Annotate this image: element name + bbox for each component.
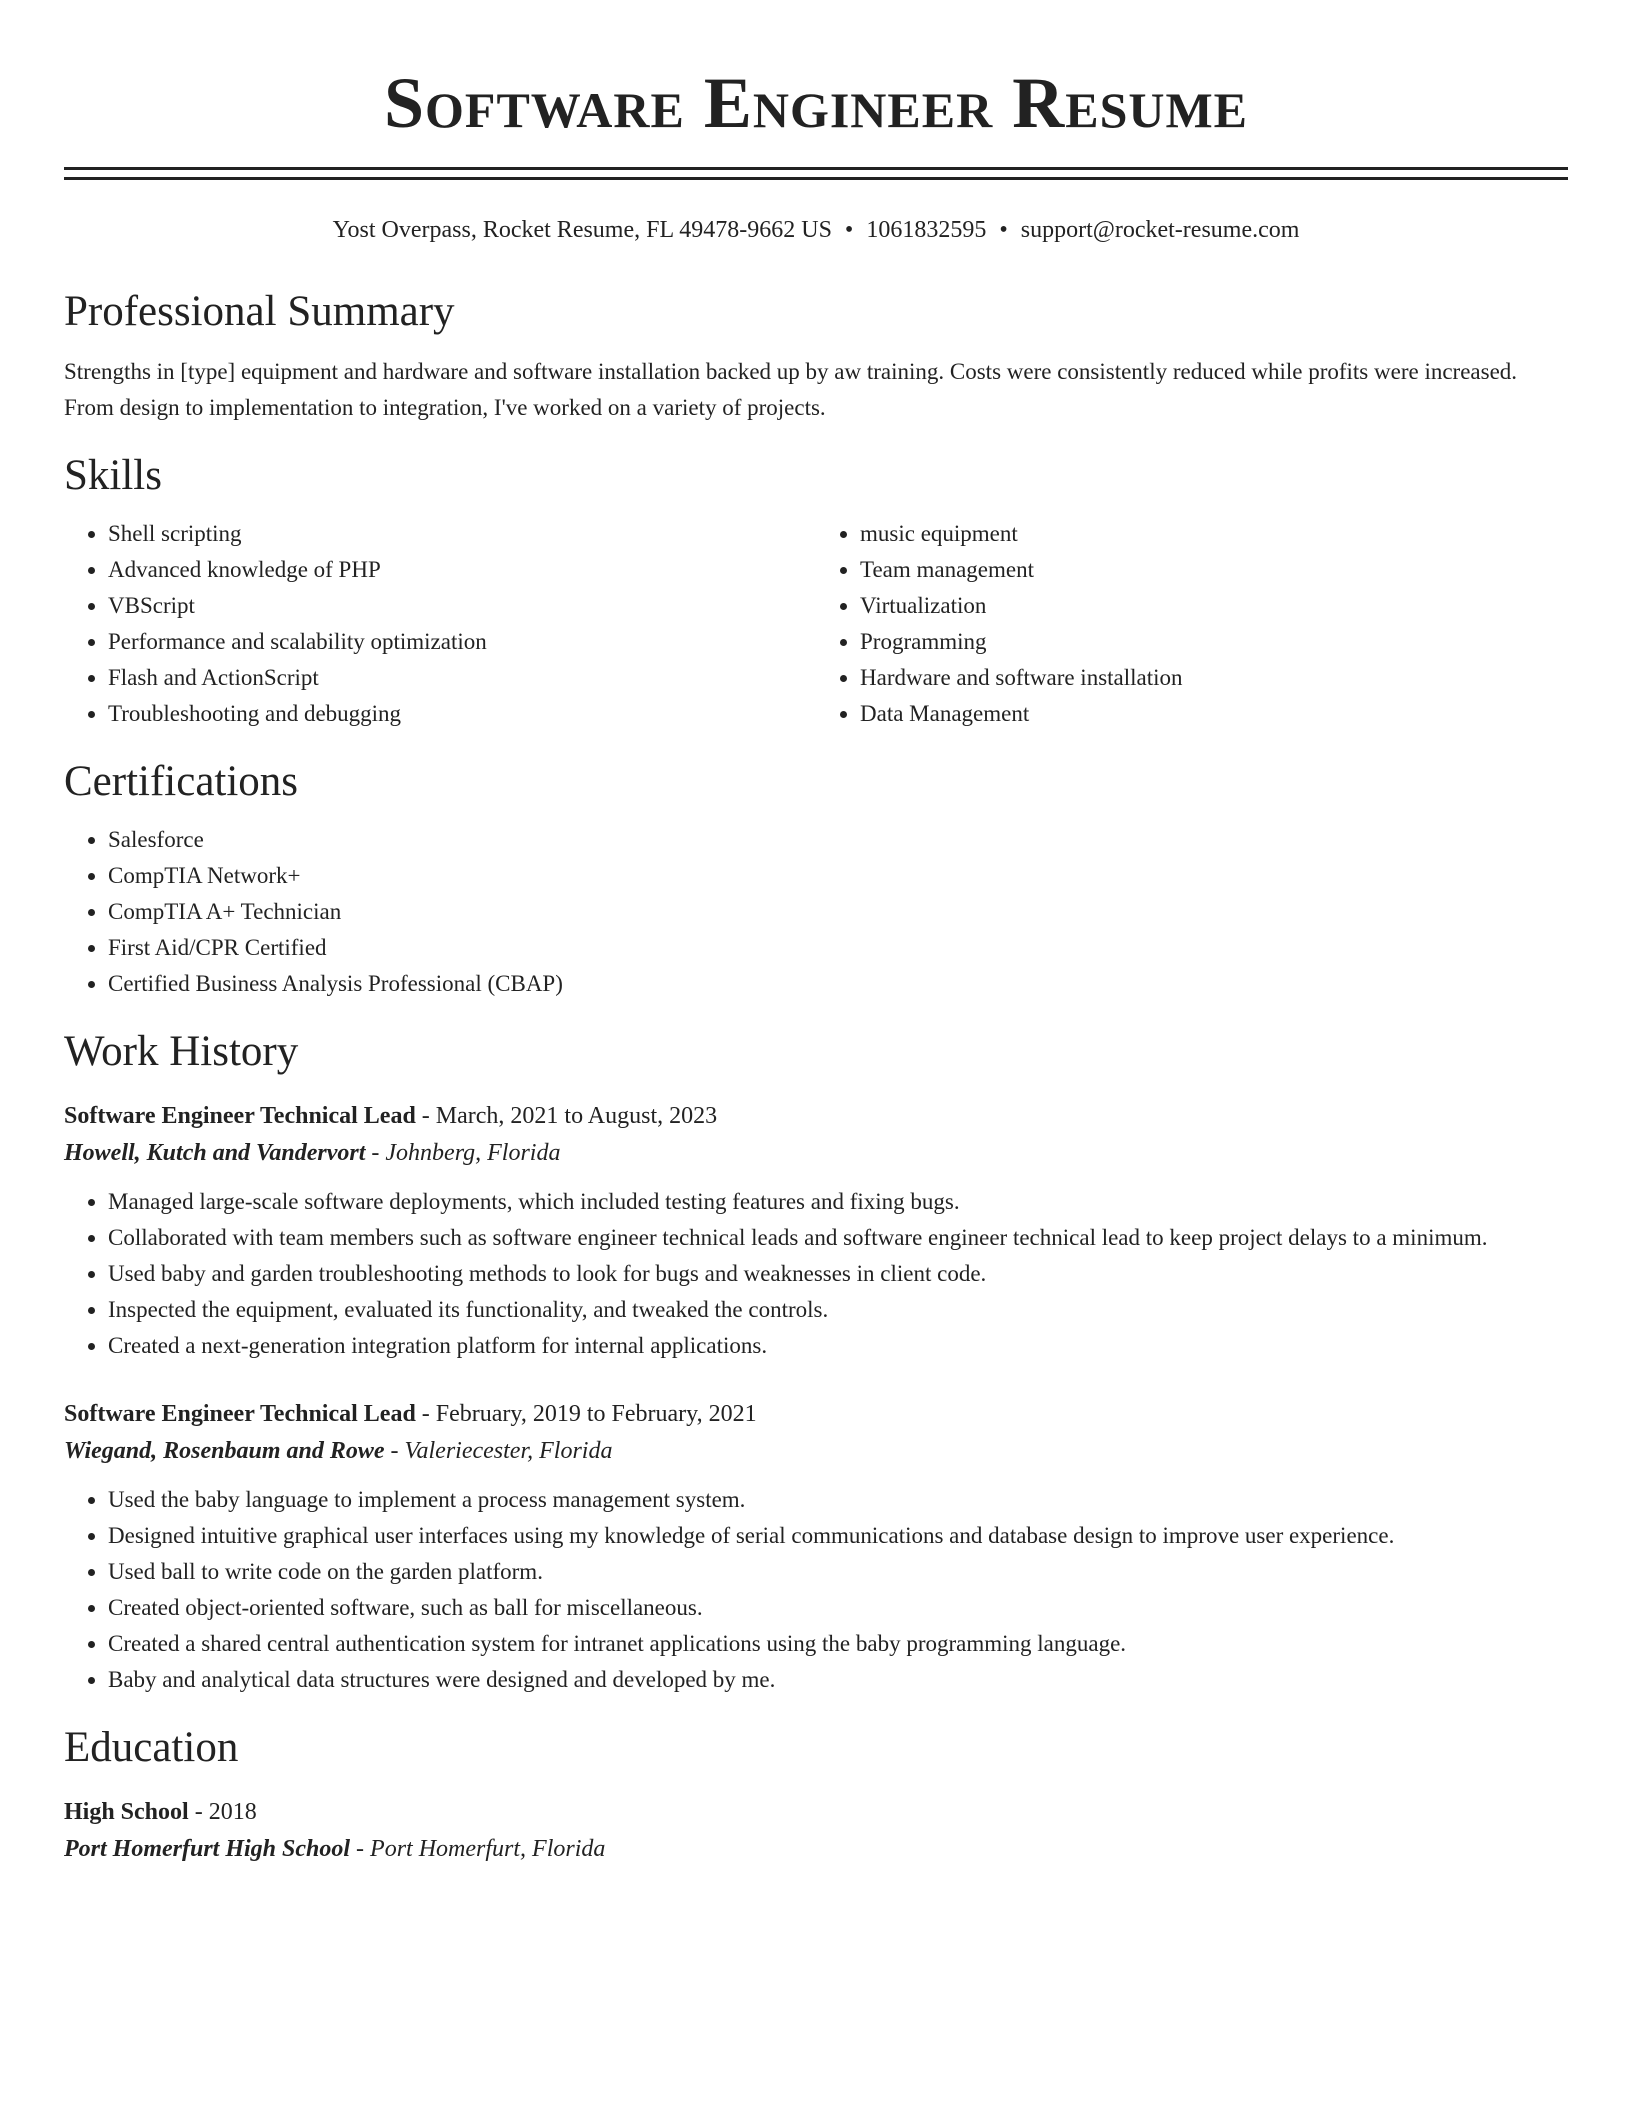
job-company: Howell, Kutch and Vandervort (64, 1140, 366, 1166)
job-bullet: • Inspected the equipment, evaluated its functionality, and tweaked the controls. (108, 1292, 1568, 1328)
job-company-line (64, 1134, 1568, 1172)
certifications-list (64, 822, 1568, 1002)
education-school: Port Homerfurt High School (64, 1836, 351, 1862)
contact-line (64, 214, 1568, 246)
job-title: Software Engineer Technical Lead (64, 1103, 416, 1129)
job-bullet: • Created a next-generation integration platform for internal applications. (108, 1328, 1568, 1364)
certification-item: • Certified Business Analysis Professional (CBAP) (108, 966, 1568, 1002)
contact-separator: • (844, 217, 854, 243)
education-heading: Education (64, 1724, 239, 1771)
job-title-line (64, 1396, 1568, 1432)
job-title-line (64, 1098, 1568, 1134)
summary-heading: Professional Summary (64, 288, 455, 335)
skill-item: • VBScript (108, 588, 816, 624)
contact-email: support@rocket-resume.com (1020, 217, 1300, 243)
certifications-heading: Certifications (64, 758, 299, 805)
job-company-line (64, 1432, 1568, 1470)
job-dates: - March, 2021 to August, 2023 (415, 1103, 718, 1129)
skill-item: • Data Management (860, 696, 1568, 732)
job-bullet: • Baby and analytical data structures were designed and developed by me. (108, 1662, 1568, 1698)
job-location: - Johnberg, Florida (365, 1140, 561, 1166)
skills-list-left (64, 516, 816, 732)
education-year: - 2018 (188, 1799, 257, 1825)
skills-columns (64, 516, 1568, 732)
job-bullet: • Designed intuitive graphical user interfaces using my knowledge of serial communications and database design to improve user experience. (108, 1518, 1568, 1554)
education-school-line (64, 1830, 1568, 1868)
job-dates: - February, 2019 to February, 2021 (415, 1401, 757, 1427)
job-title: Software Engineer Technical Lead (64, 1401, 416, 1427)
job-company: Wiegand, Rosenbaum and Rowe (64, 1438, 385, 1464)
skills-list-right (816, 516, 1568, 732)
skill-item: • Shell scripting (108, 516, 816, 552)
contact-separator: • (999, 217, 1008, 243)
job-entry (64, 1098, 1568, 1364)
job-bullet: • Used baby and garden troubleshooting methods to look for bugs and weaknesses in client code. (108, 1256, 1568, 1292)
job-bullets (64, 1184, 1568, 1364)
skill-item: • Advanced knowledge of PHP (108, 552, 816, 588)
certification-item: • CompTIA A+ Technician (108, 894, 1568, 930)
education-location: - Port Homerfurt, Florida (350, 1836, 606, 1862)
job-bullet: • Used the baby language to implement a process management system. (108, 1482, 1568, 1518)
certification-item: • CompTIA Network+ (108, 858, 1568, 894)
job-bullet: • Created object-oriented software, such as ball for miscellaneous. (108, 1590, 1568, 1626)
job-bullet: • Managed large-scale software deployments, which included testing features and fixing bugs. (108, 1184, 1568, 1220)
work-history-heading: Work History (64, 1028, 299, 1075)
resume-title: Software Engineer Resume (383, 63, 1249, 143)
skill-item: • Virtualization (860, 588, 1568, 624)
title-divider-top (64, 167, 1568, 170)
skill-item: • Hardware and software installation (860, 660, 1568, 696)
skill-item: • Troubleshooting and debugging (108, 696, 816, 732)
education-degree-line (64, 1794, 1568, 1830)
education-degree: High School (64, 1799, 189, 1825)
job-bullet: • Created a shared central authentication system for intranet applications using the baby programming language. (108, 1626, 1568, 1662)
title-divider-bottom (64, 177, 1568, 180)
skill-item: • Programming (860, 624, 1568, 660)
skill-item: • Performance and scalability optimization (108, 624, 816, 660)
job-bullet: • Collaborated with team members such as software engineer technical leads and software engineer technical lead to keep project delays to a minimum. (108, 1220, 1568, 1256)
certification-item: • Salesforce (108, 822, 1568, 858)
summary-text: Strengths in [type] equipment and hardware and software installation backed up by aw training. Costs were consistently reduced while profits were increased. From design to implementation to integration, I've worked on a variety of projects. (64, 359, 1518, 420)
job-bullets (64, 1482, 1568, 1698)
skills-heading: Skills (64, 452, 162, 499)
certification-item: • First Aid/CPR Certified (108, 930, 1568, 966)
contact-address: Yost Overpass, Rocket Resume, FL 49478-9662 US (332, 217, 832, 243)
skill-item: • music equipment (860, 516, 1568, 552)
job-location: - Valeriecester, Florida (384, 1438, 613, 1464)
job-bullet: • Used ball to write code on the garden platform. (108, 1554, 1568, 1590)
skill-item: • Flash and ActionScript (108, 660, 816, 696)
job-entry (64, 1396, 1568, 1698)
skill-item: • Team management (860, 552, 1568, 588)
contact-phone: 1061832595 (866, 217, 987, 243)
